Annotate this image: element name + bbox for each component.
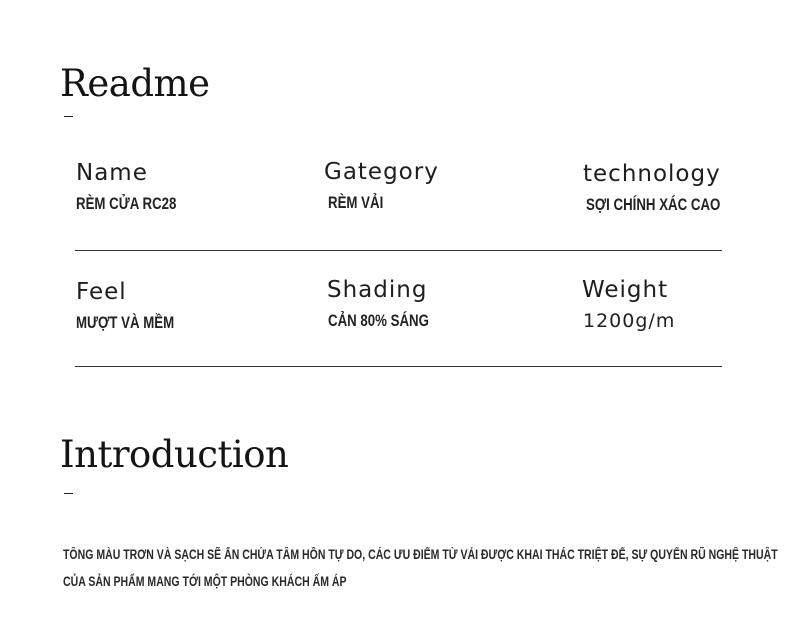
- introduction-heading: Introduction: [60, 433, 289, 476]
- readme-heading: Readme: [60, 62, 210, 105]
- spec-label: Gategory: [324, 159, 439, 185]
- divider: [75, 366, 722, 367]
- divider: [75, 250, 722, 251]
- spec-weight: [582, 279, 675, 332]
- spec-value: MƯỢT VÀ MỀM: [76, 313, 175, 332]
- spec-label: Weight: [582, 277, 669, 303]
- spec-value: SỢI CHÍNH XÁC CAO: [586, 195, 721, 214]
- spec-shading: [327, 279, 457, 331]
- introduction-text: [63, 541, 778, 595]
- introduction-line: CỦA SẢN PHẨM MANG TỚI MỘT PHÒNG KHÁCH ẤM ÁP: [63, 574, 347, 589]
- heading-dash: [64, 493, 73, 494]
- spec-value: 1200g/m: [583, 310, 676, 332]
- spec-label: Feel: [76, 279, 127, 305]
- spec-value: RÈM CỬA RC28: [76, 194, 177, 213]
- spec-label: Name: [76, 160, 148, 186]
- spec-feel: [76, 281, 202, 333]
- introduction-line: TÔNG MÀU TRƠN VÀ SẠCH SẼ ẨN CHỨA TÂM HỒN TỰ DO, CÁC ƯU ĐIỂM TỪ VẢI ĐƯỢC KHAI THÁC TRIỆT ĐỂ, SỰ QUYẾN RŨ NGHỆ THUẬT: [63, 547, 778, 562]
- spec-technology: [583, 163, 758, 215]
- spec-value: CẢN 80% SÁNG: [328, 311, 429, 330]
- spec-value: RÈM VẢI: [328, 193, 384, 212]
- spec-category: [324, 161, 439, 213]
- spec-name: [76, 162, 205, 214]
- spec-label: Shading: [327, 277, 428, 303]
- spec-label: technology: [583, 161, 721, 187]
- heading-dash: [64, 116, 73, 117]
